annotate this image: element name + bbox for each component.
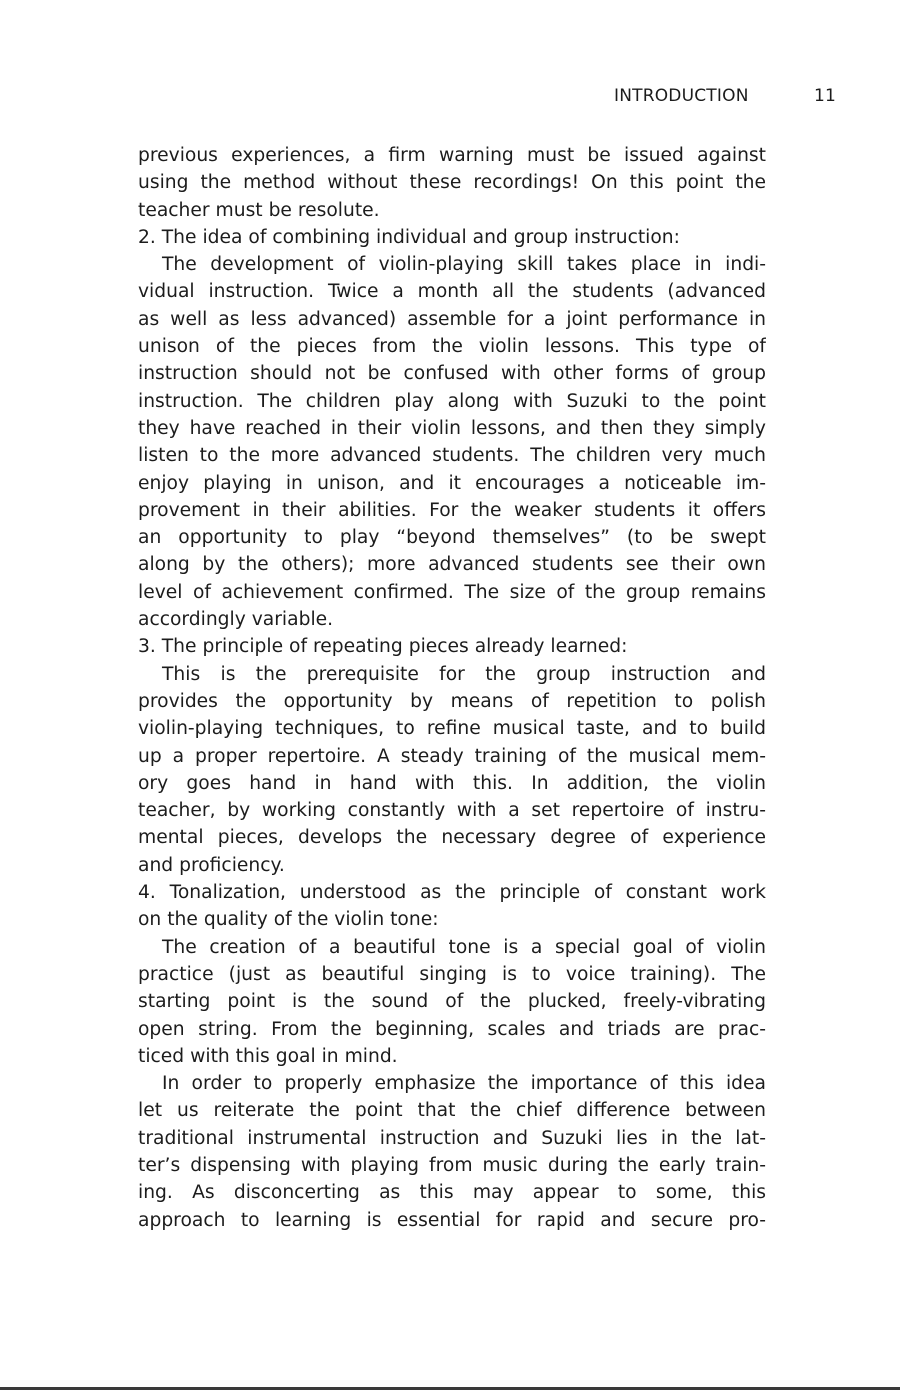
text-line: instruction should not be confused with other forms of group xyxy=(138,363,766,385)
text-line: accordingly variable. xyxy=(138,609,334,631)
text-line: teacher, by working constantly with a set repertoire of instru- xyxy=(138,800,766,822)
text-line: In order to properly emphasize the importance of this idea xyxy=(162,1073,766,1095)
text-line: ing. As disconcerting as this may appear to some, this xyxy=(138,1182,766,1204)
text-line: provides the opportunity by means of repetition to polish xyxy=(138,690,766,712)
text-line: teacher must be resolute. xyxy=(138,199,380,221)
text-line: This is the prerequisite for the group instruction and xyxy=(162,663,766,685)
text-line: 2. The idea of combining individual and group instruction: xyxy=(138,226,680,248)
text-line: 3. The principle of repeating pieces already learned: xyxy=(138,636,628,658)
running-head xyxy=(614,86,837,106)
text-line: mental pieces, develops the necessary degree of experience xyxy=(138,827,766,849)
text-line: ticed with this goal in mind. xyxy=(138,1045,398,1067)
text-line: 4. Tonalization, understood as the principle of constant work xyxy=(138,882,766,904)
text-line: ory goes hand in hand with this. In addition, the violin xyxy=(138,772,766,794)
text-line: and proficiency. xyxy=(138,854,285,876)
text-line: they have reached in their violin lessons, and then they simply xyxy=(138,417,766,439)
text-line: enjoy playing in unison, and it encourages a noticeable im- xyxy=(138,472,766,494)
text-line: vidual instruction. Twice a month all the students (advanced xyxy=(138,281,766,303)
text-line: The creation of a beautiful tone is a special goal of violin xyxy=(162,936,766,958)
text-line: previous experiences, a firm warning must be issued against xyxy=(138,145,766,166)
page-number: 11 xyxy=(814,86,837,106)
text-line: using the method without these recordings! On this point the xyxy=(138,172,766,194)
text-line: on the quality of the violin tone: xyxy=(138,909,439,931)
text-line: unison of the pieces from the violin lessons. This type of xyxy=(138,336,766,358)
text-line: along by the others); more advanced students see their own xyxy=(138,554,766,576)
text-line: approach to learning is essential for rapid and secure pro- xyxy=(138,1209,766,1231)
text-line: The development of violin-playing skill takes place in indi- xyxy=(162,254,766,276)
text-line: ter’s dispensing with playing from music during the early train- xyxy=(138,1154,766,1176)
text-line: practice (just as beautiful singing is to voice training). The xyxy=(138,963,766,985)
text-line: starting point is the sound of the plucked, freely-vibrating xyxy=(138,991,766,1013)
text-line: instruction. The children play along with Suzuki to the point xyxy=(138,390,766,412)
text-line: up a proper repertoire. A steady training of the musical mem- xyxy=(138,745,766,767)
text-line: as well as less advanced) assemble for a joint performance in xyxy=(138,308,766,330)
text-line: an opportunity to play “beyond themselves” (to be swept xyxy=(138,527,766,549)
text-line: provement in their abilities. For the weaker students it offers xyxy=(138,499,766,521)
text-line: traditional instrumental instruction and Suzuki lies in the lat- xyxy=(138,1127,766,1149)
text-line: violin-playing techniques, to refine musical taste, and to build xyxy=(138,718,766,740)
body-text xyxy=(138,142,766,1234)
text-line: let us reiterate the point that the chief difference between xyxy=(138,1100,766,1122)
text-line: listen to the more advanced students. The children very much xyxy=(138,445,766,467)
section-title: INTRODUCTION xyxy=(614,86,749,106)
text-line: open string. From the beginning, scales and triads are prac- xyxy=(138,1018,766,1040)
text-line: level of achievement confirmed. The size of the group remains xyxy=(138,581,766,603)
